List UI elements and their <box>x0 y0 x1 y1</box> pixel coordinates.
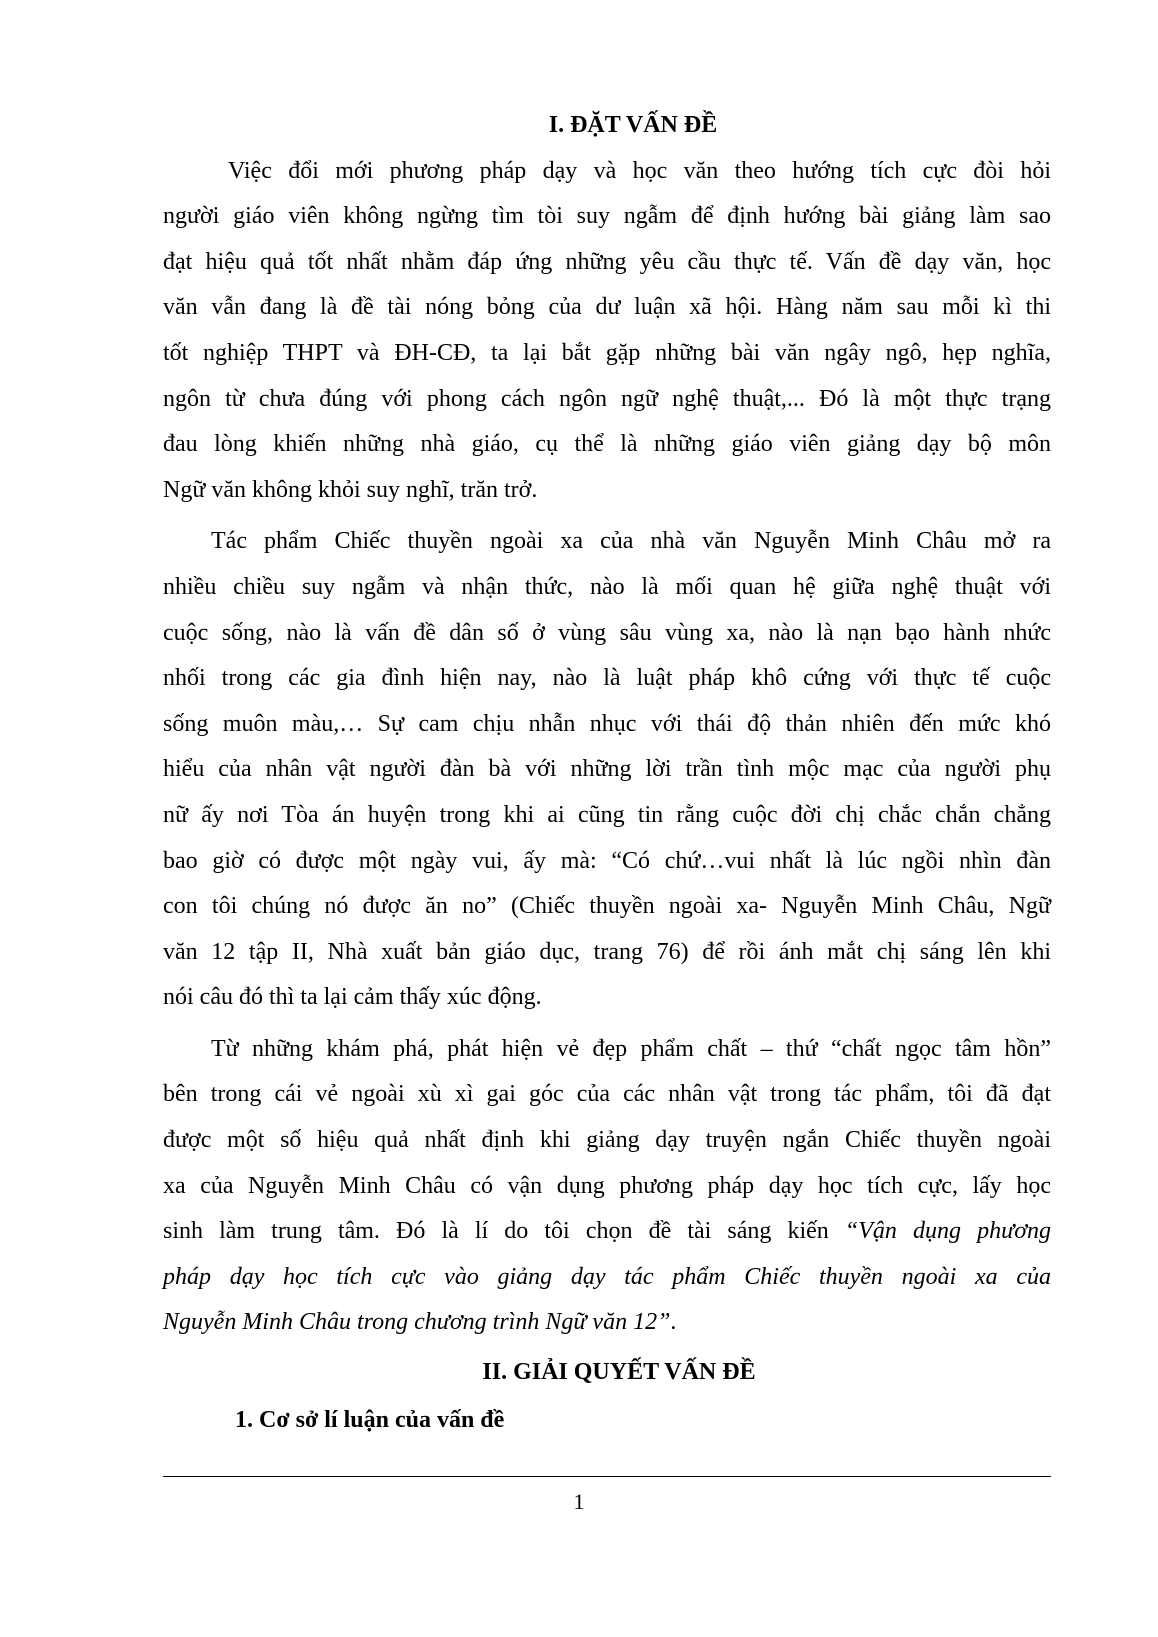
paragraph-1 <box>163 149 1051 514</box>
paragraph-3-line-1: Từ những khám phá, phát hiện vẻ đẹp phẩm chất – thứ “chất ngọc tâm hồn” <box>211 1035 1051 1062</box>
paragraph-1-line-7: đau lòng khiến những nhà giáo, cụ thể là những giáo viên giảng dạy bộ môn <box>163 431 1051 458</box>
paragraph-1-line-6: ngôn từ chưa đúng với phong cách ngôn ngữ nghệ thuật,... Đó là một thực trạng <box>163 385 1051 412</box>
paragraph-1-line-8: Ngữ văn không khỏi suy nghĩ, trăn trở. <box>163 476 538 503</box>
paragraph-2-line-4: nhối trong các gia đình hiện nay, nào là luật pháp khô cứng với thực tế cuộc <box>163 665 1051 692</box>
paragraph-2 <box>163 519 1051 1021</box>
paragraph-1-line-2: người giáo viên không ngừng tìm tòi suy ngẫm để định hướng bài giảng làm sao <box>163 203 1051 230</box>
paragraph-2-line-8: bao giờ có được một ngày vui, ấy mà: “Có chứ…vui nhất là lúc ngồi nhìn đàn <box>163 847 1051 874</box>
paragraph-2-line-1: Tác phẩm Chiếc thuyền ngoài xa của nhà văn Nguyễn Minh Châu mở ra <box>211 528 1051 555</box>
paragraph-3-line-2: bên trong cái vẻ ngoài xù xì gai góc của các nhân vật trong tác phẩm, tôi đã đạt <box>163 1081 1051 1108</box>
footer-divider <box>163 1476 1051 1477</box>
paragraph-2-line-2: nhiều chiều suy ngẫm và nhận thức, nào là mối quan hệ giữa nghệ thuật với <box>163 573 1051 600</box>
paragraph-2-line-9: con tôi chúng nó được ăn no” (Chiếc thuyền ngoài xa- Nguyễn Minh Châu, Ngữ <box>163 893 1051 920</box>
paragraph-1-line-1: Việc đổi mới phương pháp dạy và học văn theo hướng tích cực đòi hỏi <box>228 157 1051 184</box>
paragraph-3-line-5-normal: sinh làm trung tâm. Đó là lí do tôi chọn đề tài sáng kiến <box>163 1218 845 1245</box>
paragraph-2-line-11: nói câu đó thì ta lại cảm thấy xúc động. <box>163 984 542 1011</box>
paragraph-2-line-3: cuộc sống, nào là vấn đề dân số ở vùng sâu vùng xa, nào là nạn bạo hành nhức <box>163 619 1051 646</box>
paragraph-2-line-10: văn 12 tập II, Nhà xuất bản giáo dục, trang 76) để rồi ánh mắt chị sáng lên khi <box>163 938 1051 965</box>
section-heading-dat-van-de: I. ĐẶT VẤN ĐỀ <box>548 112 718 138</box>
paragraph-3-line-7-italic: Nguyễn Minh Châu trong chương trình Ngữ văn 12” <box>163 1309 671 1336</box>
paragraph-3-line-7-ending: . <box>670 1309 677 1336</box>
paragraph-2-line-6: hiểu của nhân vật người đàn bà với những lời trần tình mộc mạc của người phụ <box>163 756 1051 783</box>
paragraph-1-line-3: đạt hiệu quả tốt nhất nhằm đáp ứng những yêu cầu thực tế. Vấn đề dạy văn, học <box>163 248 1051 275</box>
subsection-heading-co-so-li-luan: 1. Cơ sở lí luận của vấn đề <box>235 1406 505 1433</box>
section-heading-giai-quyet-van-de: II. GIẢI QUYẾT VẤN ĐỀ <box>482 1359 756 1386</box>
paragraph-2-line-5: sống muôn màu,… Sự cam chịu nhẫn nhục với thái độ thản nhiên đến mức khó <box>163 710 1051 737</box>
paragraph-3-line-7 <box>163 1300 1051 1346</box>
paragraph-1-line-5: tốt nghiệp THPT và ĐH-CĐ, ta lại bắt gặp những bài văn ngây ngô, hẹp nghĩa, <box>163 339 1051 366</box>
paragraph-2-line-7: nữ ấy nơi Tòa án huyện trong khi ai cũng tin rằng cuộc đời chị chắc chắn chẳng <box>163 801 1051 828</box>
paragraph-3-line-4: xa của Nguyễn Minh Châu có vận dụng phương pháp dạy học tích cực, lấy học <box>163 1172 1051 1199</box>
paragraph-3-line-6: pháp dạy học tích cực vào giảng dạy tác phẩm Chiếc thuyền ngoài xa của <box>163 1263 1051 1290</box>
page-number: 1 <box>573 1489 585 1514</box>
paragraph-3-line-5 <box>163 1209 1051 1255</box>
paragraph-3 <box>163 1027 1051 1346</box>
paragraph-1-line-4: văn vẫn đang là đề tài nóng bỏng của dư luận xã hội. Hàng năm sau mỗi kì thi <box>163 294 1051 321</box>
paragraph-3-line-3: được một số hiệu quả nhất định khi giảng dạy truyện ngắn Chiếc thuyền ngoài <box>163 1127 1051 1154</box>
page-content <box>163 103 1051 1443</box>
paragraph-3-line-5-italic: “Vận dụng phương <box>844 1218 1052 1245</box>
